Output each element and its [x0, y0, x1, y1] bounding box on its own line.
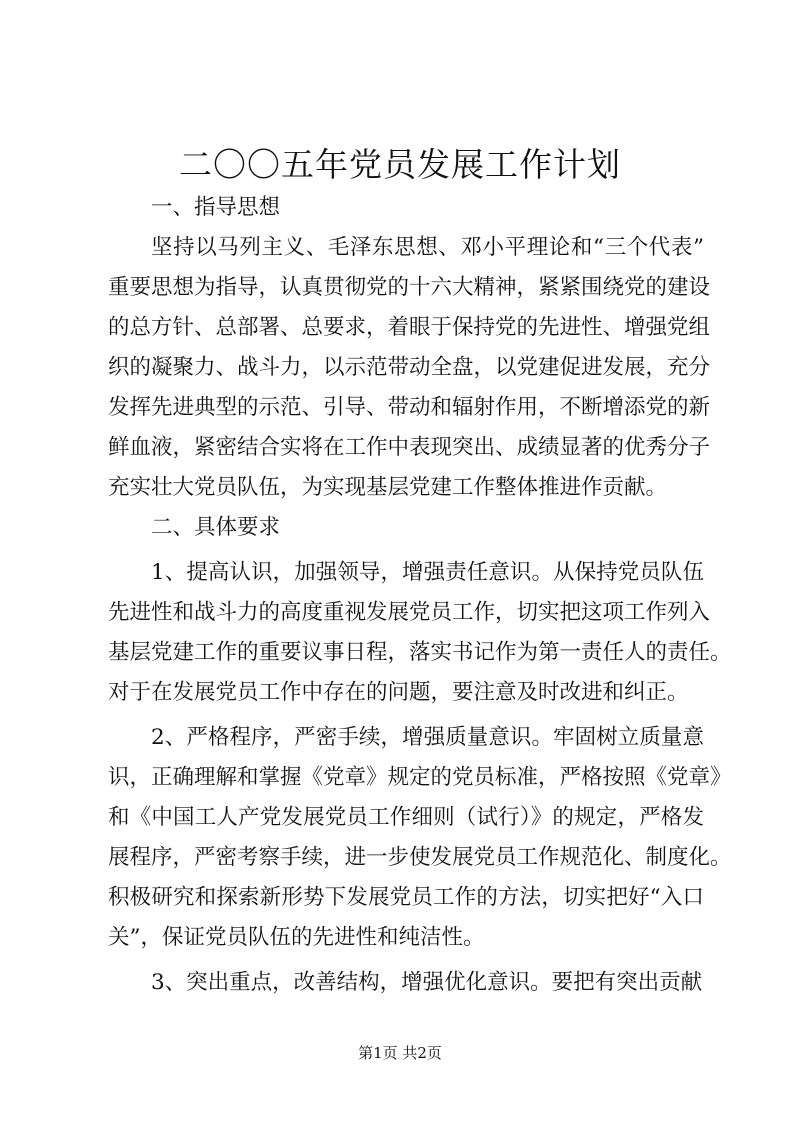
paragraph-line: 的总方针、总部署、总要求，着眼于保持党的先进性、增强党组 [108, 315, 711, 340]
paragraph-line: 充实壮大党员队伍，为实现基层党建工作整体推进作贡献。 [108, 475, 668, 500]
paragraph [108, 963, 704, 1003]
paragraph-line: 展程序，严密考察手续，进一步使发展党员工作规范化、制度化。 [108, 845, 732, 870]
paragraph-line: 关”，保证党员队伍的先进性和纯洁性。 [108, 925, 485, 950]
paragraph-line: 发挥先进典型的示范、引导、带动和辐射作用，不断增添党的新 [108, 395, 711, 420]
paragraph-line: 鲜血液，紧密结合实将在工作中表现突出、成绩显著的优秀分子 [108, 435, 711, 460]
paragraph-line: 重要思想为指导，认真贯彻党的十六大精神，紧紧围绕党的建设 [108, 275, 711, 300]
paragraph [108, 228, 711, 508]
document-title: 二〇〇五年党员发展工作计划 [179, 145, 621, 184]
paragraph-line: 1、提高认识，加强领导，增强责任意识。从保持党员队伍 [151, 560, 704, 585]
paragraph-line: 织的凝聚力、战斗力，以示范带动全盘，以党建促进发展，充分 [108, 355, 711, 380]
paragraph-line: 积极研究和探索新形势下发展党员工作的方法，切实把好“入口 [108, 885, 704, 910]
paragraph-line: 识，正确理解和掌握《党章》规定的党员标准，严格按照《党章》 [108, 765, 732, 790]
section-heading: 二、具体要求 [151, 515, 281, 540]
paragraph-line: 2、严格程序，严密手续，增强质量意识。牢固树立质量意 [151, 725, 704, 750]
paragraph-line: 和《中国工人产党发展党员工作细则（试行）》的规定，严格发 [108, 805, 704, 830]
paragraph-line: 对于在发展党员工作中存在的问题，要注意及时改进和纠正。 [108, 680, 689, 705]
paragraph [108, 553, 732, 713]
paragraph-line: 坚持以马列主义、毛泽东思想、邓小平理论和“三个代表” [151, 235, 704, 260]
paragraph-line: 基层党建工作的重要议事日程，落实书记作为第一责任人的责任。 [108, 640, 732, 665]
paragraph-line: 先进性和战斗力的高度重视发展党员工作，切实把这项工作列入 [108, 600, 711, 625]
paragraph-line: 3、突出重点，改善结构，增强优化意识。要把有突出贡献 [151, 970, 703, 995]
section-heading: 一、指导思想 [151, 195, 281, 220]
document-body [108, 188, 732, 1003]
paragraph [108, 718, 732, 958]
page-number: 第1页 共2页 [358, 1044, 442, 1062]
